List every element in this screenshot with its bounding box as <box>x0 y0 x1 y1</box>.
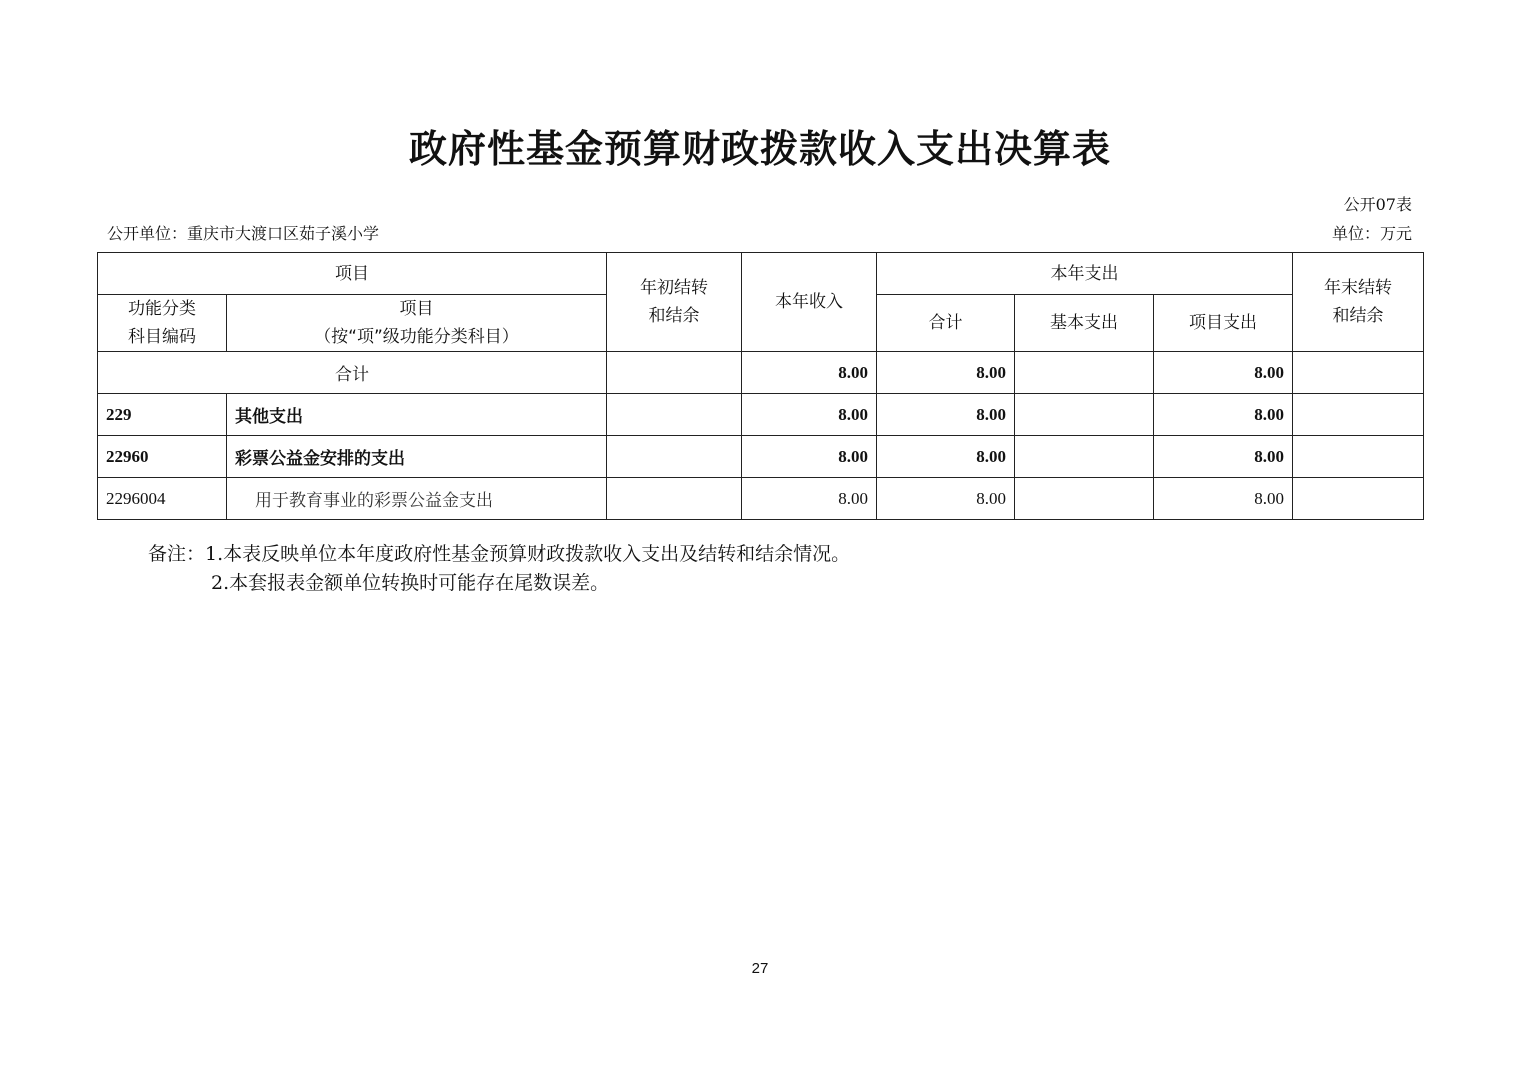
row-code: 2296004 <box>98 478 227 520</box>
row-income: 8.00 <box>742 394 877 436</box>
row-opening <box>607 394 742 436</box>
row-code: 22960 <box>98 436 227 478</box>
row-exp-basic <box>1015 478 1154 520</box>
row-opening <box>607 478 742 520</box>
note-line-2: 2.本套报表金额单位转换时可能存在尾数误差。 <box>211 572 610 594</box>
header-func-code: 功能分类 科目编码 <box>98 295 227 352</box>
table-row <box>98 478 1424 520</box>
row-opening <box>607 436 742 478</box>
row-closing <box>1293 436 1424 478</box>
header-income: 本年收入 <box>742 253 877 352</box>
row-exp-project: 8.00 <box>1154 394 1293 436</box>
reporting-unit: 公开单位：重庆市大渡口区茹子溪小学 <box>107 224 380 243</box>
table-row <box>98 394 1424 436</box>
header-row-1 <box>98 253 1424 295</box>
note-line-1: 备注：1.本表反映单位本年度政府性基金预算财政拨款收入支出及结转和结余情况。 <box>148 543 851 565</box>
row-exp-project: 8.00 <box>1154 478 1293 520</box>
budget-table <box>97 252 1424 520</box>
row-closing <box>1293 478 1424 520</box>
row-income: 8.00 <box>742 478 877 520</box>
header-project: 项目 <box>98 253 607 295</box>
row-code: 229 <box>98 394 227 436</box>
notes <box>148 540 850 598</box>
row-exp-total: 8.00 <box>877 436 1015 478</box>
header-exp-total: 合计 <box>877 295 1015 352</box>
page-number: 27 <box>751 960 769 977</box>
table-id: 公开07表 <box>1343 195 1412 214</box>
total-exp-total: 8.00 <box>877 352 1015 394</box>
header-project-item: 项目 （按“项”级功能分类科目） <box>227 295 607 352</box>
row-exp-basic <box>1015 394 1154 436</box>
total-label: 合计 <box>98 352 607 394</box>
row-exp-total: 8.00 <box>877 478 1015 520</box>
currency-unit: 单位：万元 <box>1331 224 1412 243</box>
total-closing <box>1293 352 1424 394</box>
header-expense: 本年支出 <box>877 253 1293 295</box>
header-exp-basic: 基本支出 <box>1015 295 1154 352</box>
row-exp-total: 8.00 <box>877 394 1015 436</box>
row-name: 其他支出 <box>227 394 607 436</box>
table-row <box>98 436 1424 478</box>
row-name: 用于教育事业的彩票公益金支出 <box>227 478 607 520</box>
row-closing <box>1293 394 1424 436</box>
row-name: 彩票公益金安排的支出 <box>227 436 607 478</box>
total-exp-project: 8.00 <box>1154 352 1293 394</box>
row-exp-basic <box>1015 436 1154 478</box>
row-income: 8.00 <box>742 436 877 478</box>
header-closing: 年末结转 和结余 <box>1293 253 1424 352</box>
page-title: 政府性基金预算财政拨款收入支出决算表 <box>408 127 1111 171</box>
header-exp-project: 项目支出 <box>1154 295 1293 352</box>
header-opening: 年初结转 和结余 <box>607 253 742 352</box>
total-exp-basic <box>1015 352 1154 394</box>
total-income: 8.00 <box>742 352 877 394</box>
total-opening <box>607 352 742 394</box>
total-row <box>98 352 1424 394</box>
row-exp-project: 8.00 <box>1154 436 1293 478</box>
